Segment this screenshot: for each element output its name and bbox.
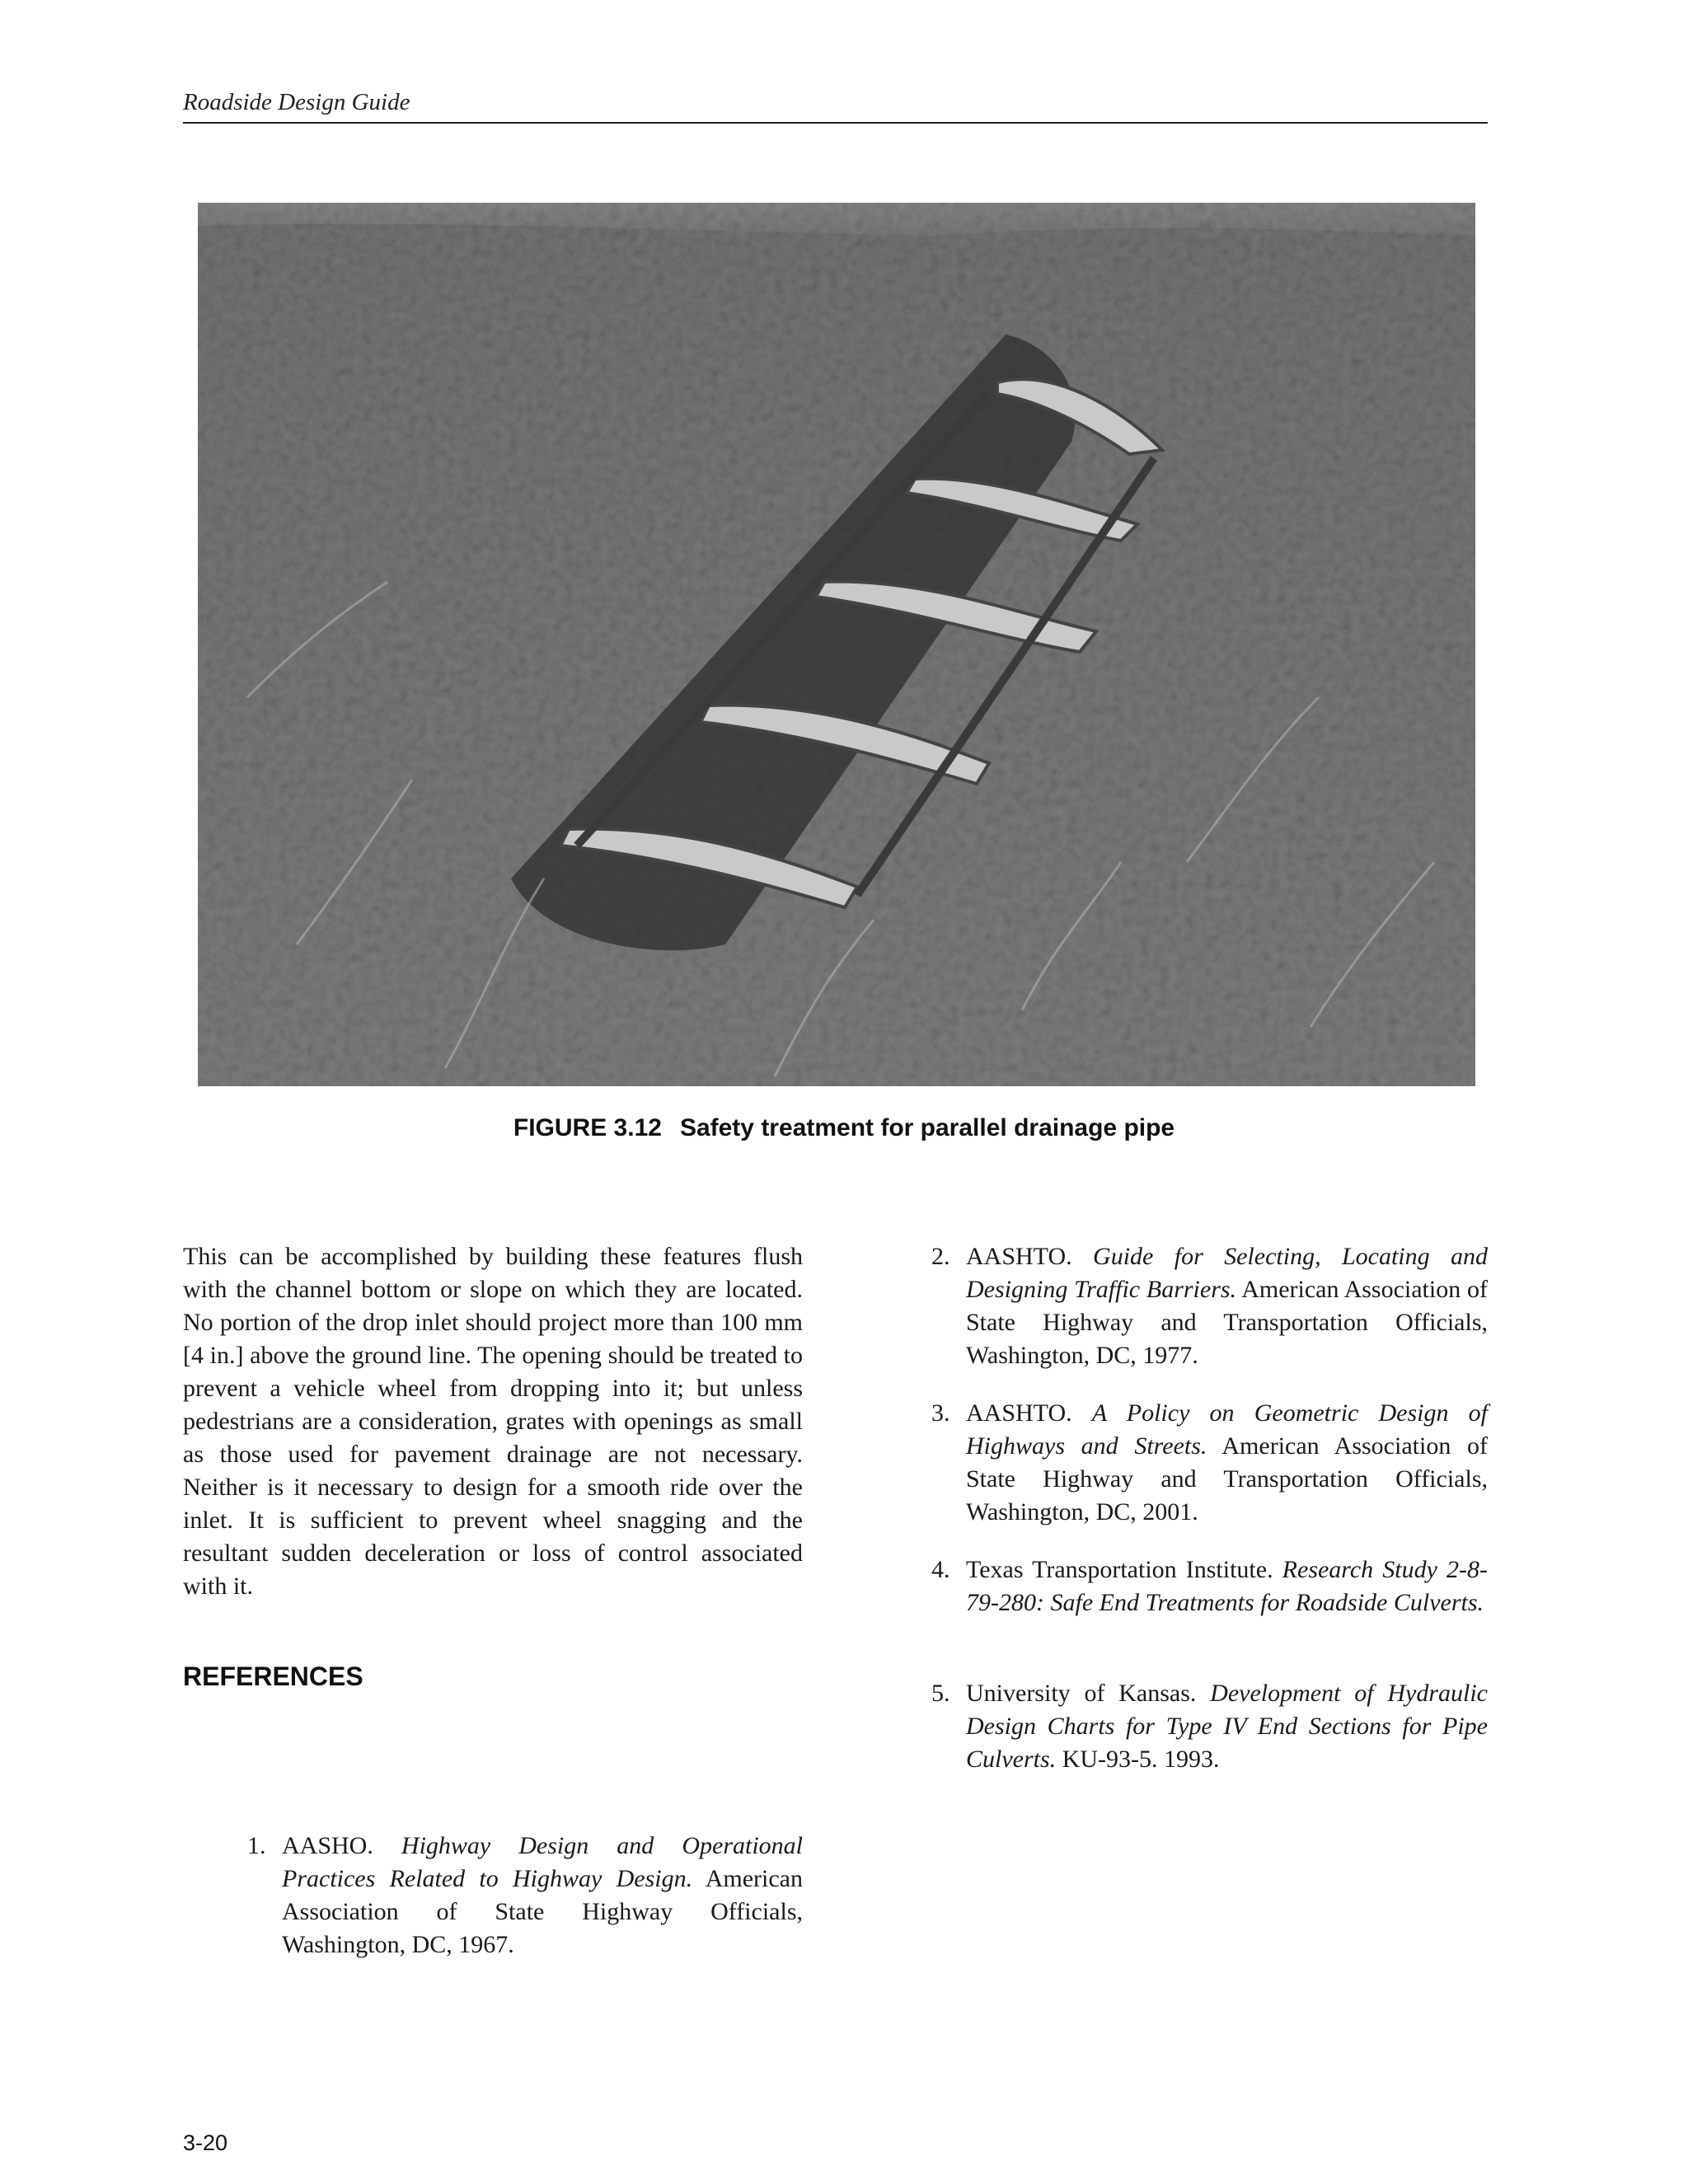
- reference-number: 3.: [931, 1399, 950, 1427]
- figure-number: FIGURE 3.12: [513, 1114, 662, 1141]
- reference-title: A Policy on Geometric Design of Highways and Streets.: [966, 1399, 1489, 1460]
- reference-item: [931, 1397, 1489, 1529]
- figure-title: Safety treatment for parallel drainage pipe: [679, 1114, 1175, 1141]
- body-paragraph: This can be accomplished by building these features flush with the channel bottom or slope on which they are located. No portion of the drop inlet should project more than 100 mm [4 in.] above the ground line. The opening should be treated to prevent a vehicle wheel from dropping into it; but unless pedestrians are a consideration, grates with openings as small as those used for pavement drainage are not necessary. Neither is it necessary to design for a smooth ride over the inlet. It is sufficient to prevent wheel snagging and the resultant sudden deceleration or loss of control associated with it.: [183, 1243, 803, 1600]
- reference-number: 4.: [931, 1556, 950, 1583]
- reference-number: 2.: [931, 1243, 950, 1270]
- reference-details: American Association of State Highway and Transportation Officials, Washington, DC, 1977.: [966, 1276, 1488, 1369]
- reference-item: [931, 1677, 1488, 1776]
- reference-details: American Association of State Highway Officials, Washington, DC, 1967.: [282, 1865, 803, 1958]
- reference-author: University of Kansas.: [966, 1680, 1197, 1707]
- reference-author: Texas Transportation Institute.: [966, 1556, 1273, 1583]
- running-header: Roadside Design Guide: [183, 89, 410, 115]
- reference-author: AASHTO.: [966, 1243, 1072, 1270]
- reference-details: American Association of State Highway and Transportation Officials, Washington, DC, 2001.: [966, 1432, 1488, 1526]
- reference-title: Guide for Selecting, Locating and Designing Traffic Barriers.: [966, 1243, 1489, 1303]
- drainage-grate-photo: [198, 203, 1475, 1086]
- reference-item: [931, 1554, 1488, 1619]
- reference-author: AASHTO.: [966, 1399, 1072, 1427]
- references-heading: REFERENCES: [183, 1661, 363, 1691]
- reference-title: Highway Design and Operational Practices Related to Highway Design.: [282, 1832, 803, 1892]
- figure-photo: [198, 203, 1475, 1086]
- header-rule: [183, 122, 1488, 124]
- reference-item: [247, 1830, 803, 1961]
- reference-details: KU-93-5. 1993.: [1062, 1746, 1220, 1773]
- reference-item: [931, 1240, 1489, 1372]
- page-number: 3-20: [183, 2130, 228, 2155]
- figure-caption: [0, 1114, 1688, 1142]
- reference-title: Development of Hydraulic Design Charts for Type IV End Sections for Pipe Culverts.: [966, 1680, 1488, 1773]
- reference-number: 1.: [247, 1832, 266, 1859]
- reference-number: 5.: [931, 1680, 950, 1707]
- reference-author: AASHO.: [282, 1832, 373, 1859]
- reference-title: Research Study 2-8-79-280: Safe End Treatments for Roadside Culverts.: [966, 1556, 1488, 1616]
